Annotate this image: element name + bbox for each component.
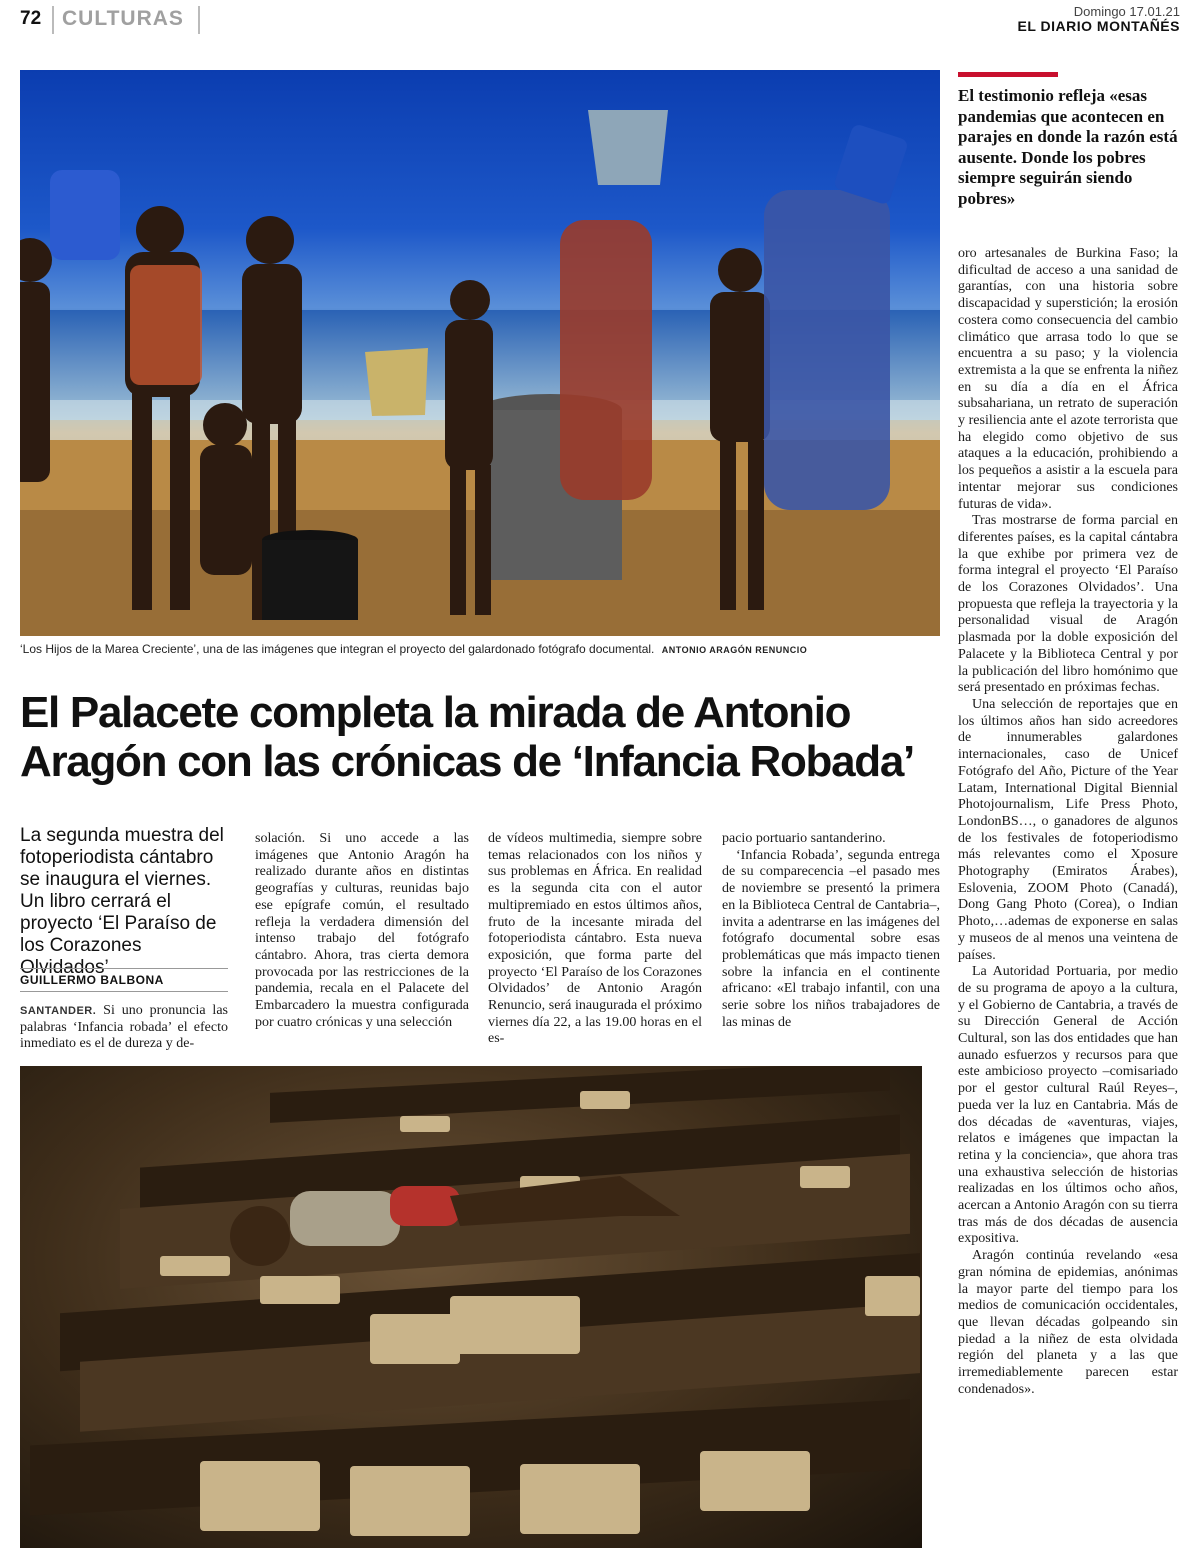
page-number: 72 [20, 8, 42, 29]
body-paragraph: Aragón continúa revelando «esa gran nómina de epidemias, anónimas la mayor parte del tiempo para los medios de comunicación occidentales, que llevan décadas golpeando sin piedad a la niñez de esta olvidada región del planeta y a las que irremediablemente parecen estar condenados». [958, 1248, 1178, 1397]
body-column-4 [722, 831, 940, 1031]
pull-quote: El testimonio refleja «esas pandemias que acontecen en parajes en donde la razón está ausente. Donde los pobres siempre seguirán siendo pobres» [958, 86, 1178, 208]
photo-caption [20, 642, 940, 656]
body-column-3 [488, 831, 702, 1048]
body-paragraph: Tras mostrarse de forma parcial en diferentes países, es la capital cántabra la que exhibe por primera vez de forma integral el proyecto ‘El Paraíso de los Corazones Olvidados’. Una propuesta que refleja la trayectoria y la personalidad visual de Aragón plasmada por la doble exposición del Palacete y la Biblioteca Central y por la publicación del libro homónimo que será presentado en próximas fechas. [958, 513, 1178, 696]
body-paragraph: pacio portuario santanderino. [722, 831, 886, 846]
body-column-1 [20, 1003, 228, 1053]
body-paragraph: solación. Si uno accede a las imágenes que Antonio Aragón ha realizado durante años en distintas geografías y culturas, reunidas bajo ese epígrafe común, el resultado refleja la verdadera dimensión del intenso trabajo del fotógrafo cántabro. Ahora, tras cierta demora provocada por las restricciones de la pandemia, recala en el Palacete del Embarcadero la muestra configurada por cuatro crónicas y una selección [255, 831, 469, 1030]
body-column-5 [958, 246, 1178, 1399]
quote-accent-bar [958, 72, 1058, 77]
classroom-sleeping-child-photo [20, 1066, 922, 1548]
caption-text: ‘Los Hijos de la Marea Creciente’, una de las imágenes que integran el proyecto del galardonado fotógrafo documental. [20, 642, 655, 656]
body-paragraph [20, 1003, 228, 1053]
body-column-2 [255, 831, 469, 1031]
section-name: CULTURAS [62, 7, 184, 30]
dateline: SANTANDER. [20, 1005, 97, 1017]
photo-credit: ANTONIO ARAGÓN RENUNCIO [661, 645, 808, 655]
body-paragraph: La Autoridad Portuaria, por medio de su programa de apoyo a la cultura, y el Gobierno de Cantabria, a través de su Dirección General de Acción Cultural, son las dos entidades que han aunado esfuerzos y recursos para que este ambicioso proyecto –comisariado por el gestor cultural Raúl Reyes–, pueda ver la luz en Cantabria. Más de dos décadas de «aventuras, viajes, relatos e imágenes que impactan la retina y la conciencia», que ahora tras una exhaustiva selección de historias realizadas en los últimos ocho años, acercan a Antonio Aragón con su tierra tras más de dos décadas de ausencia expositiva. [958, 964, 1178, 1247]
body-paragraph: oro artesanales de Burkina Faso; la dificultad de acceso a una sanidad de garantías, con una historia sobre discapacidad y superstición; la erosión costera como consecuencia del cambio climático que arrasa todo lo que se encuentra a su paso; y la violencia extremista a la que se enfrenta la niñez en su día a día en el África subsahariana, un retrato de superación y resiliencia ante el azote terrorista que ha elegido como objetivo de sus ataques a la educación, prohibiendo a los pequeños a asistir a la escuela para intentar mejorar sus condiciones futuras de vida». [958, 246, 1178, 512]
standfirst: La segunda muestra del fotoperiodista cántabro se inaugura el viernes. Un libro cerrará el proyecto ‘El Paraíso de los Corazones Olvidados’ [20, 825, 224, 978]
issue-date: Domingo 17.01.21 [1073, 4, 1180, 19]
byline: GUILLERMO BALBONA [20, 968, 228, 992]
header-divider [198, 6, 200, 34]
headline: El Palacete completa la mirada de Antonio Aragón con las crónicas de ‘Infancia Robada’ [20, 688, 914, 786]
body-paragraph: Una selección de reportajes que en los últimos años han sido acreedores de innumerables galardones internacionales, caso de Unicef Fotógrafo del Año, Picture of the Year Latam, International Digital Biennial Photojournalism, Life Press Photo, LondonBS…, o ganadores de algunos de los festivales de fotoperiodismo más relevantes como el Xposure Photography (Emiratos Árabes), Eslovenia, ZOOM Photo (Canadá), Dong Gang Photo (Corea), o Indian Photo,…ademas de exponerse en salas y museos de al menos una veintena de países. [958, 696, 1178, 963]
header-divider [52, 6, 54, 34]
newspaper-name: EL DIARIO MONTAÑÉS [1017, 18, 1180, 34]
paragraph-text: Si uno pronuncia las palabras ‘Infancia robada’ el efecto inmediato es el de dureza y de- [20, 1003, 228, 1052]
body-paragraph: ‘Infancia Robada’, segunda entrega de su comparecencia –el pasado mes de noviembre se presentó la primera en la Biblioteca Central de Cantabria–, invita a adentrarse en las imágenes del fotógrafo documental sobre esas problemáticas que más impacto tienen sobre la infancia en el continente africano: «El trabajo infantil, con una serie sobre los niños trabajadores de las minas de [722, 847, 940, 1030]
body-paragraph: de vídeos multimedia, siempre sobre temas relacionados con los niños y sus problemas en África. En realidad es la segunda cita con el autor multipremiado en estos últimos años, fruto de la incesante mirada del fotoperiodista cántabro. Esta nueva exposición, que forma parte del proyecto ‘El Paraíso de los Corazones Olvidados’ de Antonio Aragón Renuncio, será inaugurada el próximo viernes día 22, a las 19.00 horas en el es- [488, 831, 702, 1047]
beach-children-photo [20, 70, 940, 636]
